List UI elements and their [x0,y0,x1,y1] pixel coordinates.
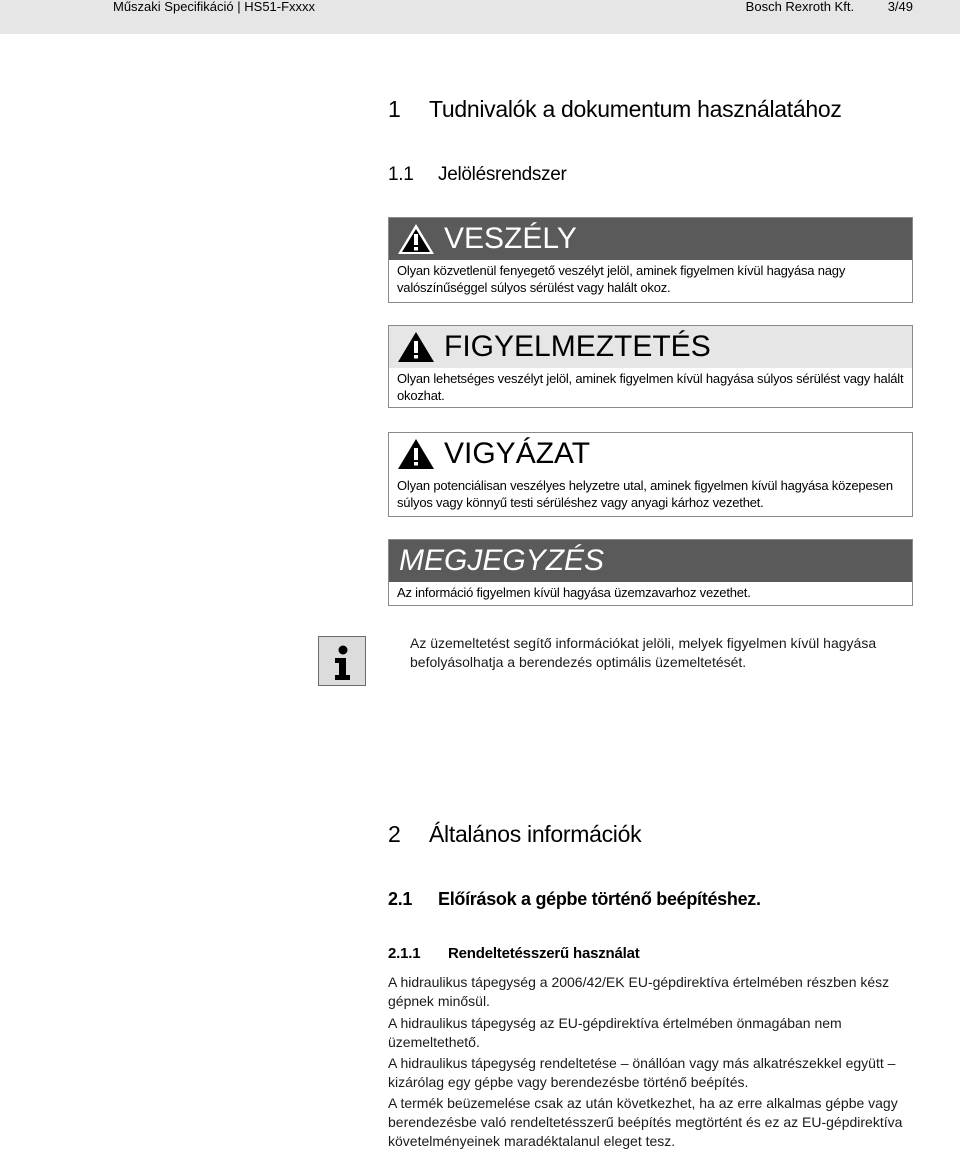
danger-banner [389,218,912,260]
company-name: Bosch Rexroth Kft. [745,0,855,14]
header-right [746,0,913,14]
paragraph: A hidraulikus tápegység az EU-gépdirektíva értelmében önmagában nem üzemeltethető. [388,1015,842,1050]
caution-title: VIGYÁZAT [444,437,591,470]
note-title: MEGJEGYZÉS [399,544,605,577]
section-2-heading [388,820,641,848]
paragraph: A hidraulikus tápegység rendeltetése – önállóan vagy más alkatrészekkel együtt – kizárólag egy gépbe vagy berendezésbe történő beépítés. [388,1055,896,1090]
page-header [0,0,960,34]
warning-text: Olyan lehetséges veszélyt jelöl, aminek figyelmen kívül hagyása súlyos sérülést vagy halált okozhat. [397,371,904,403]
warning-notice [388,325,913,408]
section-number: 1.1 [388,164,414,185]
note-text: Az információ figyelmen kívül hagyása üzemzavarhoz vezethet. [397,585,751,600]
info-icon [318,636,366,686]
document-title: Műszaki Specifikáció | HS51-Fxxxx [113,0,316,14]
section-title: Tudnivalók a dokumentum használatához [429,96,842,122]
section-2-1-heading [388,888,761,910]
note-notice [388,539,913,606]
section-2-1-1-heading [388,945,640,963]
warning-banner [389,326,912,368]
caution-notice [388,432,913,517]
warning-triangle-icon [397,331,435,363]
warning-triangle-icon [397,223,435,255]
paragraph: A termék beüzemelése csak az után következhet, ha az erre alkalmas gépbe vagy berendezésbe való rendeltetésszerű beépítés megtörtént és ez az EU-gépdirektíva követelményeinek maradéktalanul eleget tesz. [388,1095,903,1149]
section-title: Rendeltetésszerű használat [448,945,640,962]
section-title: Előírások a gépbe történő beépítéshez. [438,889,761,909]
caution-text: Olyan potenciálisan veszélyes helyzetre utal, aminek figyelmen kívül hagyása közepesen súlyos vagy könnyű testi sérüléshez vagy anyagi kárhoz vezethet. [397,478,893,510]
danger-text: Olyan közvetlenül fenyegető veszélyt jelöl, aminek figyelmen kívül hagyása nagy valószínűséggel súlyos sérülést vagy halált okoz. [397,263,846,295]
section-1-heading [388,95,842,123]
page-number: 3/49 [887,0,913,14]
section-number: 1 [388,96,401,122]
section-title: Általános információk [429,821,642,847]
danger-title: VESZÉLY [444,222,577,255]
section-number: 2 [388,821,401,847]
section-1-1-heading [388,164,567,186]
section-number: 2.1.1 [388,945,421,962]
warning-title: FIGYELMEZTETÉS [444,330,711,363]
section-title: Jelölésrendszer [438,164,567,185]
info-text: Az üzemeltetést segítő információkat jelöli, melyek figyelmen kívül hagyása befolyásolhatja a berendezés optimális üzemeltetését. [410,635,877,670]
paragraph: A hidraulikus tápegység a 2006/42/EK EU-gépdirektíva értelmében részben kész gépnek minősül. [388,974,890,1009]
note-banner [389,540,912,582]
warning-triangle-icon [397,438,435,470]
danger-notice [388,217,913,303]
section-number: 2.1 [388,889,413,909]
caution-banner [389,433,912,475]
